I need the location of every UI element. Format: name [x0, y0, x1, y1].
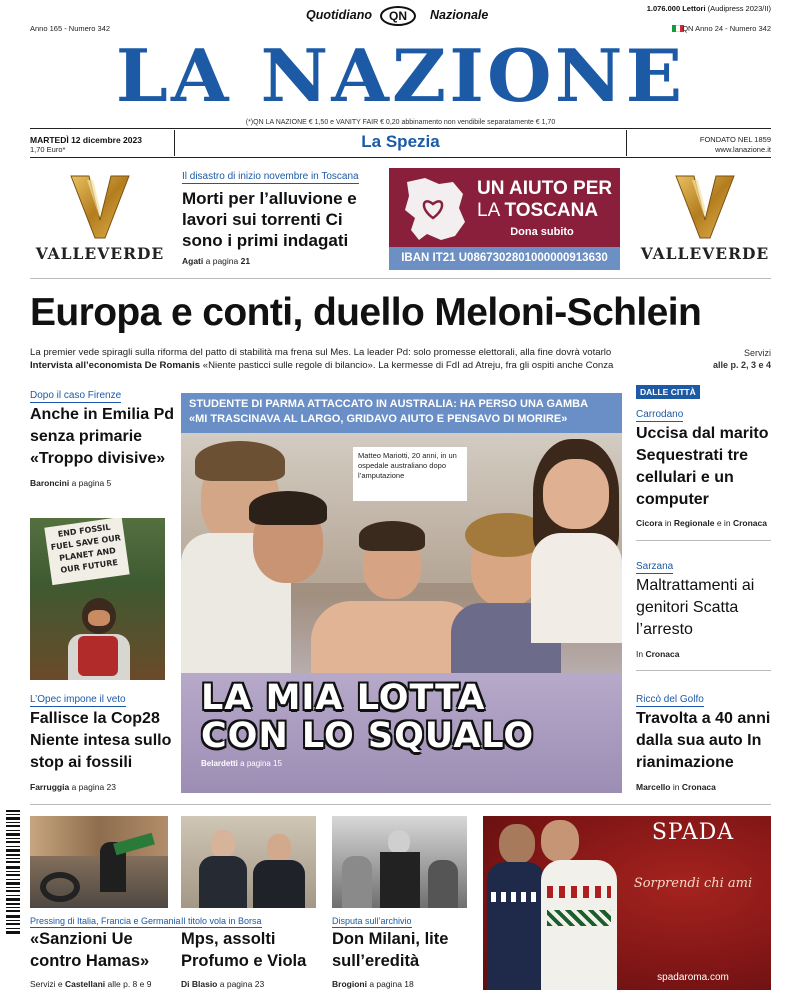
toscana-ad[interactable] — [389, 168, 620, 270]
kicker-hamas — [30, 911, 181, 929]
person-left-hair — [195, 441, 285, 481]
spada-sweater2 — [541, 860, 617, 990]
mps-person1-face — [211, 830, 235, 858]
toscana-line1: UN AIUTO PER — [477, 178, 613, 199]
byline-emilia-author: Baroncini — [30, 478, 70, 488]
kicker-sarzana-text: Sarzana — [636, 561, 674, 572]
mps-person1-suit — [199, 856, 247, 908]
don-milani-cassock — [380, 852, 420, 908]
kicker-cop28 — [30, 689, 126, 707]
protester-face — [88, 610, 110, 626]
valleverde-ad-right[interactable] — [630, 172, 780, 272]
byline-sarzana-sec: Cronaca — [645, 649, 680, 659]
founded-year: FONDATO NEL 1859 — [699, 135, 771, 144]
shark-byline-page: a pagina 15 — [240, 759, 282, 768]
readers-count: 1.076.000 Lettori — [646, 4, 706, 13]
spada-ad[interactable] — [483, 816, 771, 990]
mps-person2-face — [267, 834, 291, 862]
kicker-milani-text: Disputa sull’archivio — [332, 916, 412, 926]
hamas-photo-tyre — [40, 872, 80, 902]
spada-brand: SPADA — [651, 820, 735, 845]
byline-emilia — [30, 478, 111, 488]
byline-ricco — [636, 782, 716, 792]
toscana-la: LA — [477, 200, 500, 221]
byline-carrodano-in: in — [664, 518, 672, 528]
barcode-icon — [4, 808, 26, 938]
spada-website: spadaroma.com — [657, 972, 729, 983]
spada-sweater2-pattern-top — [547, 886, 611, 898]
spada-slogan: Sorprendi chi ami — [633, 876, 753, 891]
byline-author: Agati — [182, 256, 204, 266]
summary-bold: Intervista all’economista De Romanis — [30, 360, 201, 371]
headline-emilia[interactable]: Anche in Emilia Pd senza primarie «Troppo divisive» — [30, 406, 175, 467]
byline-page-prefix: a pagina — [205, 256, 239, 266]
kicker-carrodano-text: Carrodano — [636, 409, 684, 420]
headline-milani[interactable]: Don Milani, lite sull’eredità — [332, 930, 449, 970]
byline-hamas-pages: alle p. 8 e 9 — [107, 979, 152, 989]
tuscany-map-icon — [397, 174, 469, 246]
person-girl-shirt — [531, 533, 622, 643]
kicker-emilia — [30, 385, 121, 403]
spada-sweater2-pattern-mid — [547, 910, 611, 926]
byline-carrodano — [636, 518, 767, 528]
qn-quotidiano: Quotidiano — [306, 8, 372, 22]
spada-model2-face — [541, 820, 579, 862]
services-label: Servizi — [743, 348, 771, 358]
byline-mps — [181, 979, 264, 989]
website: www.lanazione.it — [715, 145, 771, 154]
headline-mps[interactable]: Mps, assolti Profumo e Viola — [181, 930, 307, 970]
spada-sweater1-pattern — [491, 892, 541, 902]
shark-title-1[interactable]: LA MIA LOTTA — [201, 678, 486, 718]
issue-date: MARTEDÌ 12 dicembre 2023 — [30, 135, 142, 145]
byline-mps-author: Di Blasio — [181, 979, 218, 989]
toscana-line2 — [477, 200, 598, 222]
main-summary-1: La premier vede spiragli sulla riforma del patto di stabilità ma frena sul Mes. La leader Pd: solo promesse elettorali, alla fine dovrà votarlo — [30, 347, 612, 358]
byline-hamas — [30, 979, 151, 989]
toscana-cta: Dona subito — [510, 226, 574, 238]
qn-nazionale: Nazionale — [430, 8, 489, 22]
qn-logo: QN — [380, 6, 416, 26]
shark-title-2[interactable]: CON LO SQUALO — [201, 716, 535, 756]
protest-sign: END FOSSIL FUEL SAVE OUR PLANET AND OUR FUTURE — [44, 518, 129, 585]
kicker-ricco-text: Riccò del Golfo — [636, 694, 704, 705]
issue-number-left: Anno 165 - Numero 342 — [30, 24, 111, 33]
kicker-hamas-text: Pressing di Italia, Francia e Germania — [30, 916, 181, 926]
byline-carrodano-sec2: Cronaca — [732, 518, 767, 528]
protest-photo — [30, 518, 165, 680]
hamas-protest-photo — [30, 816, 168, 908]
headline-hamas[interactable]: «Sanzioni Ue contro Hamas» — [30, 930, 150, 970]
toscana-iban: IBAN IT21 U0867302801000000913630 — [389, 247, 620, 270]
kicker-ricco — [636, 689, 704, 707]
headline-alluvione[interactable]: Morti per l’alluvione e lavori sui torrenti Ci sono i primi indagati — [182, 189, 357, 250]
byline-ricco-in: in — [672, 782, 680, 792]
issue-price: 1,70 Euro* — [30, 145, 66, 154]
mps-person2-suit — [253, 860, 305, 908]
byline-carrodano-e: e in — [716, 518, 731, 528]
headline-cop28[interactable]: Fallisce la Cop28 Niente intesa sullo stop ai fossili — [30, 710, 172, 771]
valleverde-brand: VALLEVERDE — [35, 244, 165, 263]
valleverde-brand-right: VALLEVERDE — [640, 244, 770, 263]
byline-carrodano-author: Cicora — [636, 518, 663, 528]
kicker-mps — [181, 911, 262, 929]
spada-model1-face — [499, 824, 535, 864]
headline-carrodano[interactable]: Uccisa dal marito Sequestrati tre cellulari e un computer — [636, 425, 769, 508]
kicker-cop28-text: L’Opec impone il veto — [30, 694, 126, 705]
byline-milani-page: a pagina 18 — [369, 979, 414, 989]
protester-scarf — [78, 636, 118, 676]
byline-sarzana — [636, 649, 679, 659]
shark-byline — [201, 759, 282, 768]
newspaper-title: LA NAZIONE — [115, 33, 686, 118]
mps-photo — [181, 816, 316, 908]
kicker-alluvione — [182, 166, 359, 184]
spada-sweater1 — [487, 862, 545, 990]
byline-emilia-page: a pagina 5 — [71, 478, 112, 488]
don-milani-child-left — [342, 856, 372, 908]
byline-carrodano-sec1: Regionale — [673, 518, 715, 528]
byline-alluvione — [182, 256, 250, 266]
byline-ricco-author: Marcello — [636, 782, 671, 792]
hospital-photo — [181, 433, 622, 793]
valleverde-v-logo-icon — [69, 172, 131, 240]
person-girl-face-front — [543, 459, 609, 529]
issue-number-right: QN Anno 24 - Numero 342 — [682, 24, 771, 33]
valleverde-v-logo-icon-right — [674, 172, 736, 240]
photo-caption: Matteo Mariotti, 20 anni, in un ospedale australiano dopo l’amputazione — [353, 447, 467, 501]
toscana-region: TOSCANA — [504, 200, 599, 221]
edition-name: La Spezia — [361, 132, 440, 151]
byline-sarzana-in: In — [636, 649, 644, 659]
shark-banner-line1: STUDENTE DI PARMA ATTACCATO IN AUSTRALIA: HA PERSO UNA GAMBA — [189, 398, 589, 410]
kicker-mps-text: Il titolo vola in Borsa — [181, 916, 262, 926]
price-note: (*)QN LA NAZIONE € 1,50 e VANITY FAIR € 0,20 abbinamento non vendibile separatamente € 1,70 — [245, 119, 556, 126]
don-milani-child-right — [428, 860, 458, 908]
byline-hamas-prefix: Servizi e — [30, 979, 63, 989]
main-headline[interactable]: Europa e conti, duello Meloni-Schlein — [30, 291, 702, 334]
byline-hamas-author: Castellani — [64, 979, 106, 989]
patient-hair — [359, 521, 425, 551]
byline-cop28 — [30, 782, 116, 792]
don-milani-face — [388, 830, 410, 854]
main-summary-2 — [30, 359, 720, 372]
readership — [647, 4, 771, 13]
byline-cop28-page: a pagina 23 — [71, 782, 117, 792]
kicker-milani — [332, 911, 412, 929]
byline-ricco-sec: Cronaca — [681, 782, 716, 792]
person-glasses-hair — [249, 491, 327, 525]
kicker-sarzana — [636, 556, 673, 574]
section-dalle-citta: DALLE CITTÀ — [636, 385, 700, 399]
byline-cop28-author: Farruggia — [30, 782, 70, 792]
byline-mps-page: a pagina 23 — [219, 979, 265, 989]
shark-banner — [181, 393, 622, 433]
services-pages: alle p. 2, 3 e 4 — [712, 360, 771, 370]
summary-text: «Niente pasticci sulle regole di bilancio». La kermesse di FdI ad Atreju, fra gli ospiti anche Conza — [202, 360, 614, 371]
shark-byline-author: Belardetti — [201, 759, 238, 768]
byline-page: 21 — [240, 256, 251, 266]
headline-sarzana[interactable]: Maltrattamenti ai genitori Scatta l’arresto — [636, 577, 755, 638]
byline-milani — [332, 979, 414, 989]
audipress-note: (Audipress 2023/II) — [707, 4, 771, 13]
kicker-carrodano — [636, 404, 683, 422]
headline-ricco[interactable]: Travolta a 40 anni dalla sua auto In rianimazione — [636, 710, 771, 771]
kicker-emilia-text: Dopo il caso Firenze — [30, 390, 122, 401]
byline-milani-author: Brogioni — [332, 979, 367, 989]
shark-banner-line2: «MI TRASCINAVA AL LARGO, GRIDAVO AIUTO E PENSAVO DI MORIRE» — [189, 413, 568, 425]
valleverde-ad-left[interactable] — [25, 172, 175, 272]
don-milani-photo — [332, 816, 467, 908]
kicker-text: Il disastro di inizio novembre in Toscana — [182, 171, 359, 182]
